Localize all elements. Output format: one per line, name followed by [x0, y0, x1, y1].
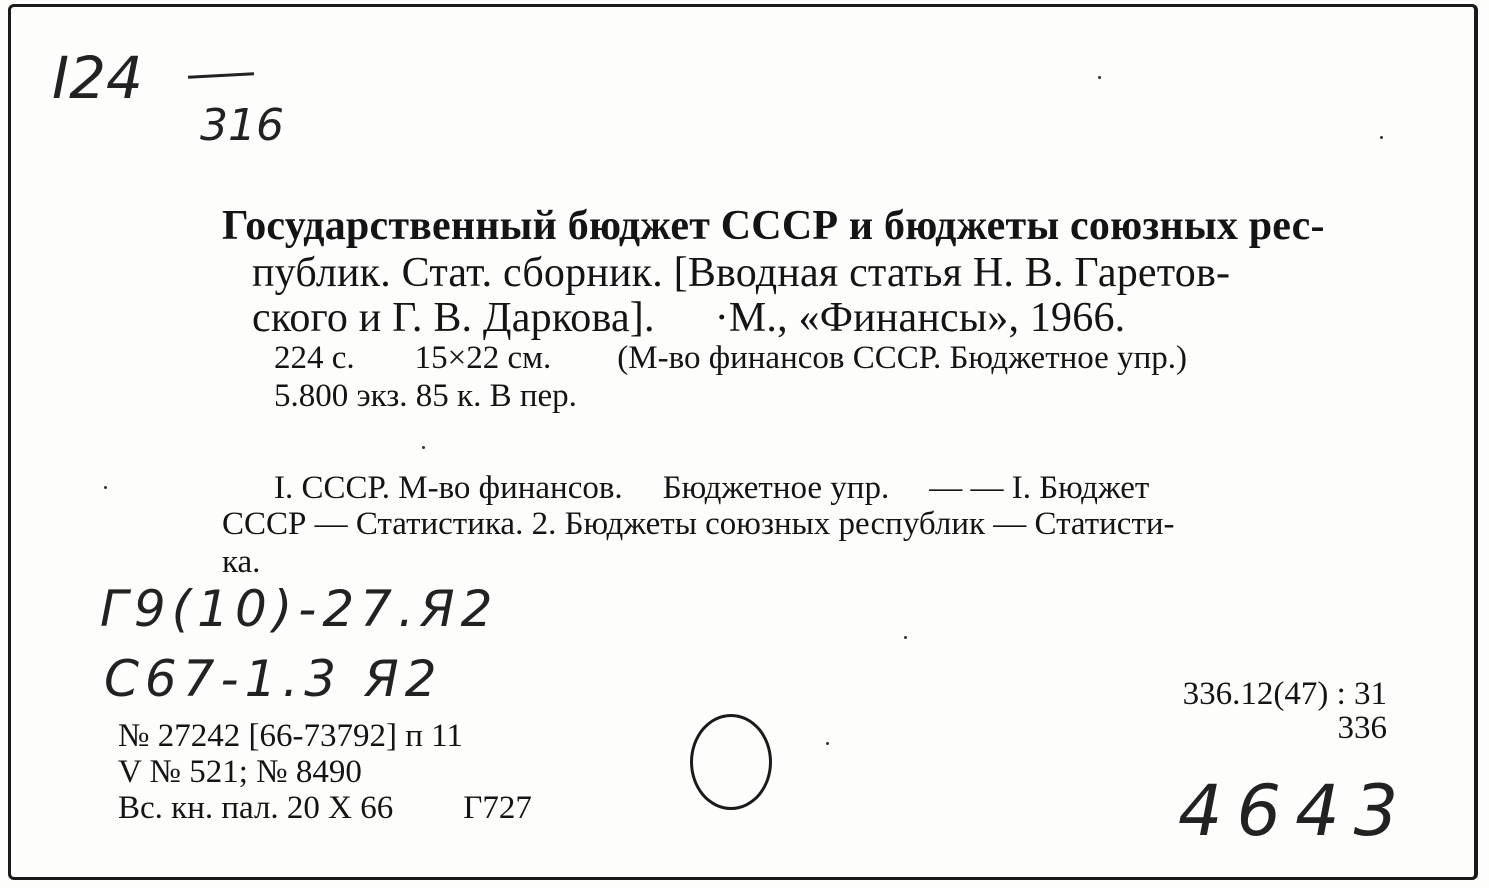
handwritten-inventory-number: 4643 [1178, 770, 1413, 852]
footer-registration-line-1: № 27242 [66-73792] п 11 [118, 718, 463, 754]
ink-speck [104, 486, 107, 489]
entry-title-line-2: публик. Стат. сборник. [Вводная статья Н. В. Гаретов- [252, 250, 1231, 296]
entry-print-run: 5.800 экз. 85 к. В пер. [274, 378, 577, 414]
handwritten-code-1: Г9(10)-27.Я2 [100, 580, 499, 638]
ink-speck [904, 636, 907, 639]
udc-code-secondary: 336 [1337, 710, 1387, 746]
footer-registration-line-2: V № 521; № 8490 [118, 754, 362, 790]
entry-title-line-3: ского и Г. В. Даркова]. ·М., «Финансы», 1966. [252, 295, 1126, 341]
subject-line-3: ка. [222, 544, 261, 580]
handwritten-shelfmark: І24 [52, 44, 143, 112]
subject-line-1: I. СССР. М-во финансов. Бюджетное упр. — — I. Бюджет [274, 470, 1150, 506]
ink-speck [1380, 136, 1383, 139]
card-hole [690, 714, 772, 810]
udc-code: 336.12(47) : 31 [1182, 676, 1387, 712]
handwritten-code-2: С67-1.3 Я2 [104, 650, 443, 708]
ink-speck [1098, 76, 1101, 79]
ink-speck [826, 742, 829, 745]
ink-speck [422, 446, 425, 449]
entry-physical-description: 224 с. 15×22 см. (М-во финансов СССР. Бюджетное упр.) [274, 340, 1187, 376]
entry-title-line-1: Государственный бюджет СССР и бюджеты союзных рес- [222, 203, 1325, 249]
footer-registration-line-3: Вс. кн. пал. 20 X 66 Г727 [118, 790, 532, 826]
handwritten-shelfmark-denominator: 316 [200, 100, 284, 151]
subject-line-2: СССР — Статистика. 2. Бюджеты союзных республик — Статисти- [222, 506, 1175, 542]
